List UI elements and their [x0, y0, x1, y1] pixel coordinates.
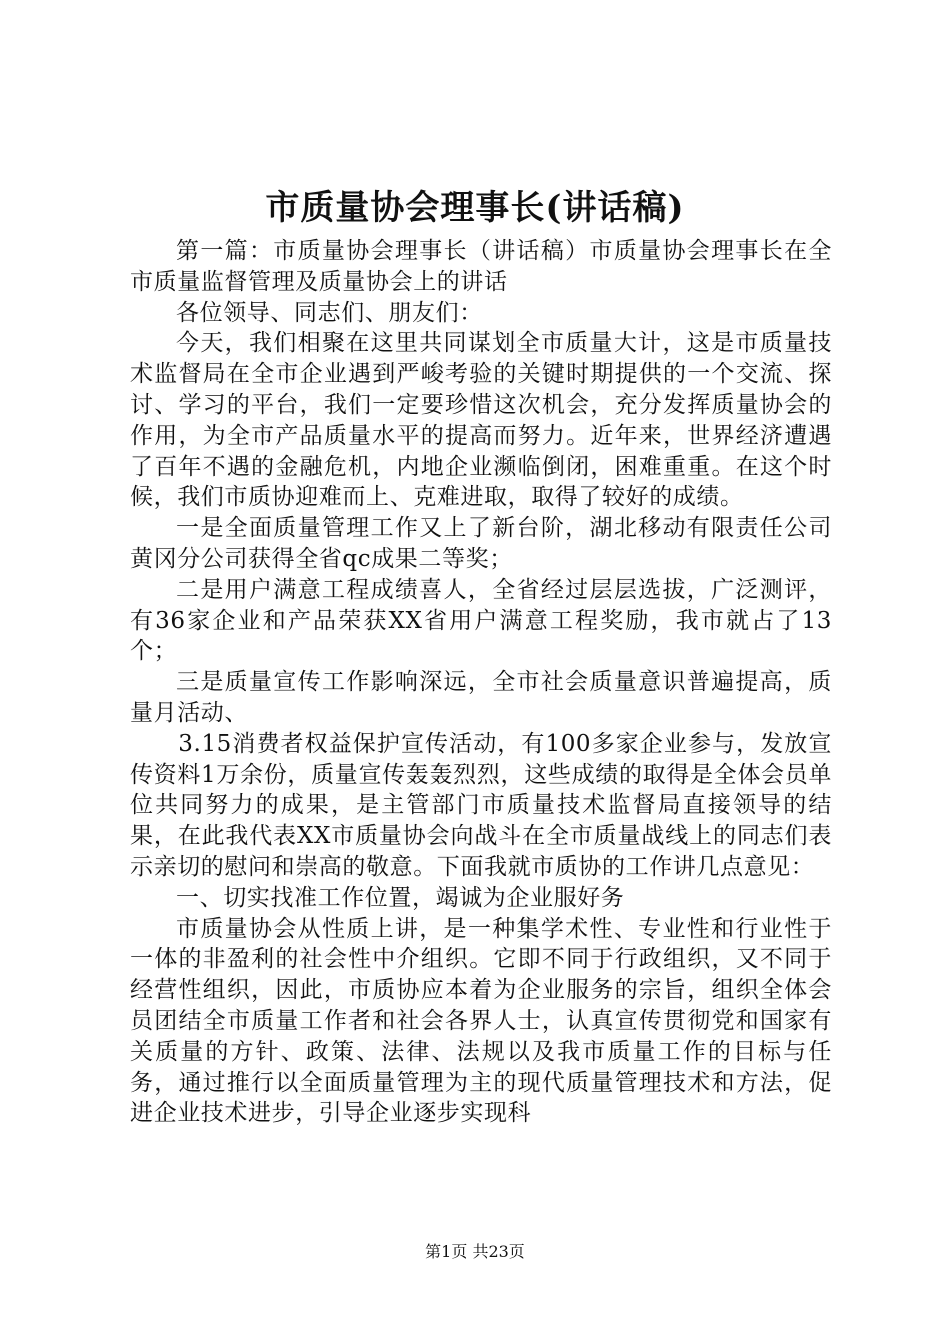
paragraph-today: 今天，我们相聚在这里共同谋划全市质量大计，这是市质量技术监督局在全市企业遇到严峻考验的关键时期提供的一个交流、探讨、学习的平台，我们一定要珍惜这次机会，充分发挥质量协会的作用，为全市产品质量水平的提高而努力。近年来，世界经济遭遇了百年不遇的金融危机，内地企业濒临倒闭，困难重重。在这个时候，我们市质协迎难而上、克难进取，取得了较好的成绩。: [130, 330, 832, 511]
paragraph-point-two: 二是用户满意工程成绩喜人，全省经过层层选拔，广泛测评，有36家企业和产品荣获XX省用户满意工程奖励，我市就占了13个；: [130, 576, 832, 665]
paragraph-intro: 第一篇：市质量协会理事长（讲话稿）市质量协会理事长在全市质量监督管理及质量协会上的讲话: [130, 238, 832, 295]
page-number-footer: 第1页 共23页: [425, 1242, 525, 1261]
paragraph-section-one: 市质量协会从性质上讲，是一种集学术性、专业性和行业性于一体的非盈利的社会性中介组织。它即不同于行政组织，又不同于经营性组织，因此，市质协应本着为企业服务的宗旨，组织全体会员团结全市质量工作者和社会各界人士，认真宣传贯彻党和国家有关质量的方针、政策、法律、法规以及我市质量工作的目标与任务，通过推行以全面质量管理为主的现代质量管理技术和方法，促进企业技术进步，引导企业逐步实现科: [130, 915, 832, 1127]
paragraph-point-one: 一是全面质量管理工作又上了新台阶，湖北移动有限责任公司黄冈分公司获得全省qc成果二等奖；: [130, 515, 832, 572]
section-heading-one: 一、切实找准工作位置，竭诚为企业服好务: [176, 884, 625, 911]
document-body: [130, 236, 832, 1129]
paragraph-salutation: 各位领导、同志们、朋友们：: [176, 299, 483, 326]
paragraph-315: 3.15消费者权益保护宣传活动，有100多家企业参与，发放宣传资料1万余份，质量宣传轰轰烈烈，这些成绩的取得是全体会员单位共同努力的成果，是主管部门市质量技术监督局直接领导的结果，在此我代表XX市质量协会向战斗在全市质量战线上的同志们表示亲切的慰问和崇高的敬意。下面我就市质协的工作讲几点意见：: [130, 730, 832, 880]
document-title: 市质量协会理事长(讲话稿): [265, 188, 685, 228]
paragraph-point-three: 三是质量宣传工作影响深远，全市社会质量意识普遍提高，质量月活动、: [130, 669, 832, 726]
